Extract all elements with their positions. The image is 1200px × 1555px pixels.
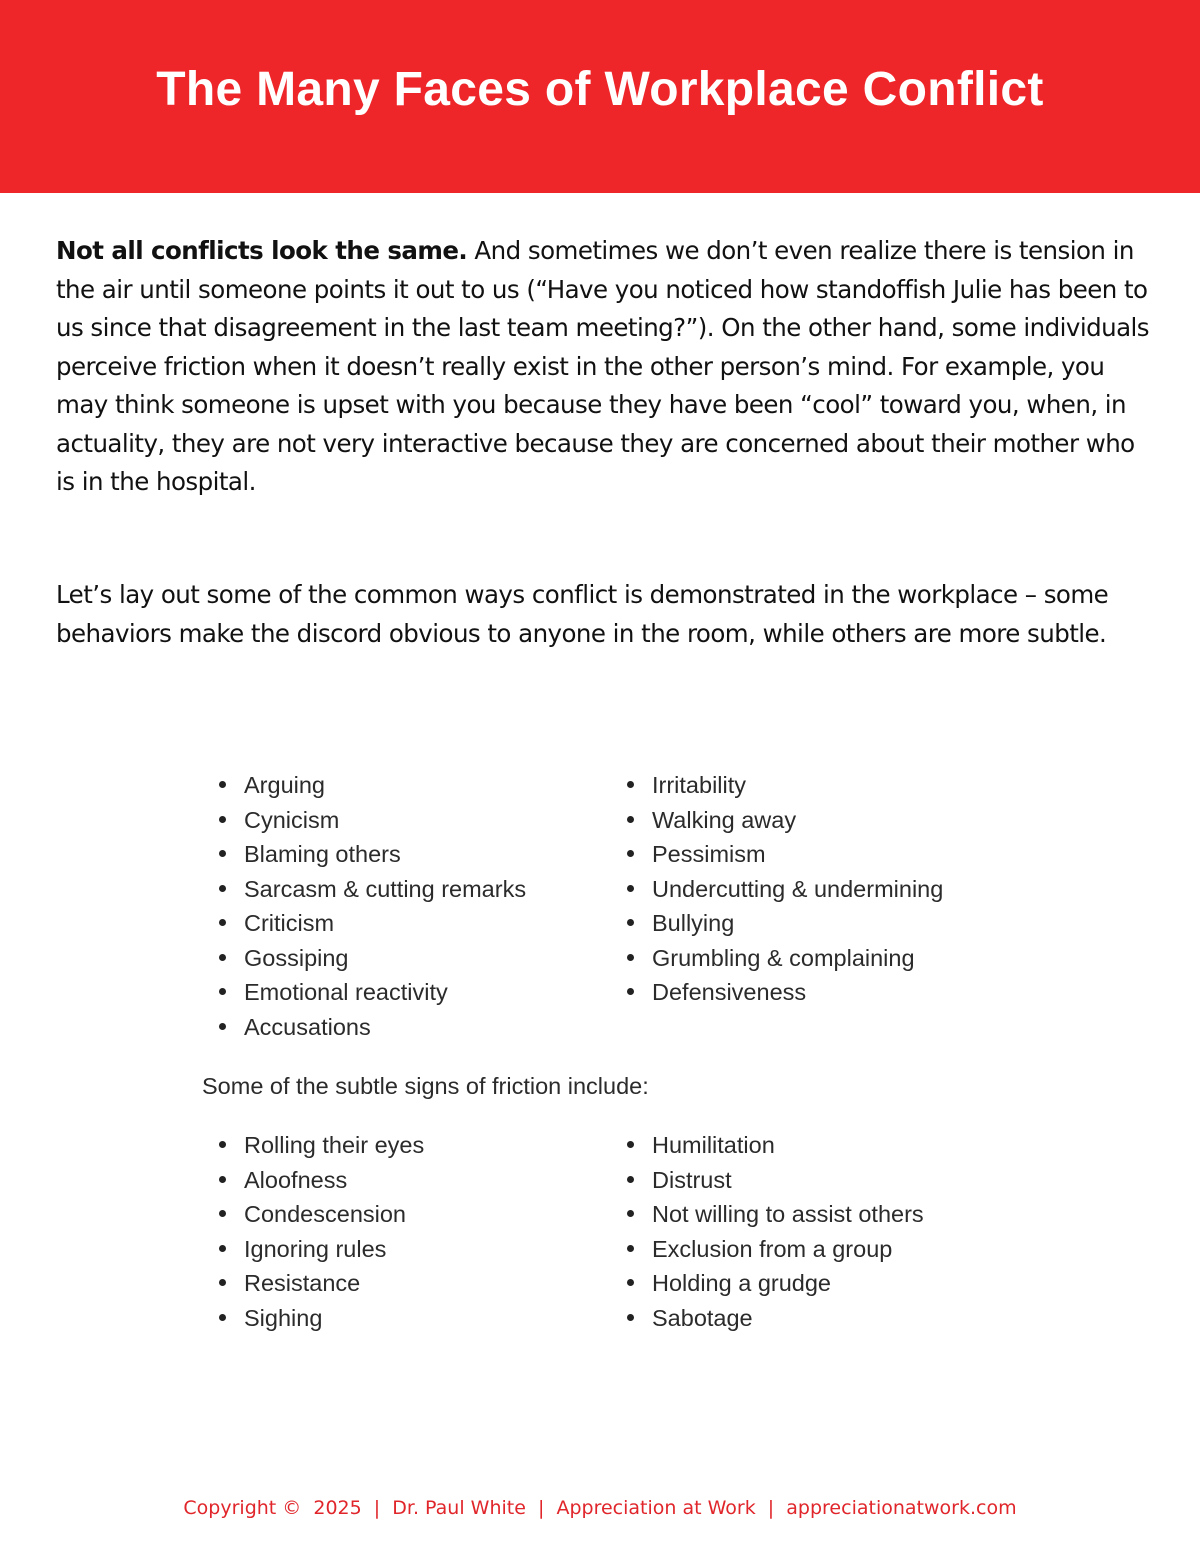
list-item-label: Cynicism <box>244 806 340 833</box>
overt-signs-list-left <box>202 768 526 1044</box>
list-item <box>202 975 526 1010</box>
list-item <box>610 906 943 941</box>
list-item-label: Gossiping <box>244 944 349 971</box>
list-item-label: Rolling their eyes <box>244 1132 425 1158</box>
list-item <box>202 1197 424 1232</box>
list-item-label: Walking away <box>652 806 797 833</box>
bullet-icon <box>627 1176 634 1183</box>
subtle-signs-list-left <box>202 1128 424 1335</box>
bullet-icon <box>219 954 226 961</box>
list-item <box>202 1128 424 1163</box>
list-item-label: Blaming others <box>244 841 401 867</box>
list-item <box>202 1010 526 1045</box>
bullet-icon <box>627 781 634 788</box>
bullet-icon <box>219 816 226 823</box>
list-item-label: Exclusion from a group <box>652 1235 893 1262</box>
list-item <box>202 1163 424 1198</box>
list-item <box>202 1232 424 1267</box>
page-title: The Many Faces of Workplace Conflict <box>156 63 1044 116</box>
bullet-icon <box>627 885 634 892</box>
list-item-label: Arguing <box>244 772 325 798</box>
bullet-icon <box>219 1279 226 1286</box>
bullet-icon <box>627 1314 634 1321</box>
bullet-icon <box>219 919 226 926</box>
bullet-icon <box>627 919 634 926</box>
list-item-label: Irritability <box>652 772 747 798</box>
bullet-icon <box>627 988 634 995</box>
list-item-label: Ignoring rules <box>244 1235 387 1262</box>
overt-signs-list-right <box>610 768 943 1010</box>
bullet-icon <box>219 1245 226 1252</box>
subtle-signs-list-right <box>610 1128 924 1335</box>
bullet-icon <box>627 1210 634 1217</box>
footer-copyright: Copyright © 2025 | Dr. Paul White | Appreciation at Work | appreciationatwork.com <box>183 1497 1017 1519</box>
list-item <box>610 1301 924 1336</box>
bullet-icon <box>219 1176 226 1183</box>
list-item-label: Sarcasm & cutting remarks <box>244 875 527 902</box>
list-item <box>610 975 943 1010</box>
list-item <box>610 837 943 872</box>
bullet-icon <box>219 781 226 788</box>
intro-lead-rest: And sometimes we don’t even realize there is tension in the air until someone points it out to us (“Have you noticed how standoffish Julie has been to us since that disagreement in the last team meeting?”). On the other hand, some individuals perceive friction when it doesn’t really exist in the other person’s mind. For example, you may think someone is upset with you because they have been “cool” toward you, when, in actuality, they are not very interactive because they are concerned about their mother who is in the hospital. <box>56 236 1150 496</box>
bullet-icon <box>627 850 634 857</box>
list-item-label: Holding a grudge <box>652 1270 831 1296</box>
bullet-icon <box>219 885 226 892</box>
list-item <box>610 803 943 838</box>
bullet-icon <box>219 1314 226 1321</box>
list-item-label: Pessimism <box>652 841 766 867</box>
list-item-label: Condescension <box>244 1201 406 1227</box>
list-item <box>610 1128 924 1163</box>
bullet-icon <box>219 850 226 857</box>
list-item-label: Emotional reactivity <box>244 979 448 1005</box>
list-item <box>610 1163 924 1198</box>
bullet-icon <box>219 1141 226 1148</box>
intro-paragraph <box>56 232 1156 502</box>
bullet-icon <box>627 1279 634 1286</box>
intro-paragraph-2: Let’s lay out some of the common ways conflict is demonstrated in the workplace – some behaviors make the discord obvious to anyone in the room, while others are more subtle. <box>56 580 1109 648</box>
list-item-label: Sighing <box>244 1304 323 1331</box>
list-item <box>202 1301 424 1336</box>
subtle-signs-heading: Some of the subtle signs of friction include: <box>202 1073 649 1099</box>
list-item-label: Bullying <box>652 910 735 936</box>
bullet-icon <box>219 1023 226 1030</box>
list-item <box>202 906 526 941</box>
list-item <box>610 941 943 976</box>
bullet-icon <box>627 816 634 823</box>
list-item <box>610 1197 924 1232</box>
list-item-label: Resistance <box>244 1270 361 1296</box>
list-item-label: Undercutting & undermining <box>652 875 944 902</box>
list-item <box>202 872 526 907</box>
bullet-icon <box>219 988 226 995</box>
list-item <box>610 768 943 803</box>
header-banner <box>0 0 1200 193</box>
list-item-label: Criticism <box>244 910 335 936</box>
list-item <box>202 1266 424 1301</box>
intro-lead-bold: Not all conflicts look the same. <box>56 236 468 265</box>
bullet-icon <box>219 1210 226 1217</box>
list-item <box>610 872 943 907</box>
list-item-label: Accusations <box>244 1013 371 1040</box>
bullet-icon <box>627 1141 634 1148</box>
list-item <box>202 768 526 803</box>
list-item-label: Humilitation <box>652 1132 775 1158</box>
bullet-icon <box>627 1245 634 1252</box>
bullet-icon <box>627 954 634 961</box>
list-item-label: Defensiveness <box>652 979 807 1005</box>
list-item-label: Distrust <box>652 1166 732 1193</box>
list-item-label: Aloofness <box>244 1166 348 1193</box>
list-item-label: Sabotage <box>652 1304 753 1331</box>
list-item <box>610 1266 924 1301</box>
list-item-label: Grumbling & complaining <box>652 944 915 971</box>
list-item-label: Not willing to assist others <box>652 1201 924 1227</box>
list-item <box>202 837 526 872</box>
list-item <box>202 803 526 838</box>
list-item <box>202 941 526 976</box>
list-item <box>610 1232 924 1267</box>
